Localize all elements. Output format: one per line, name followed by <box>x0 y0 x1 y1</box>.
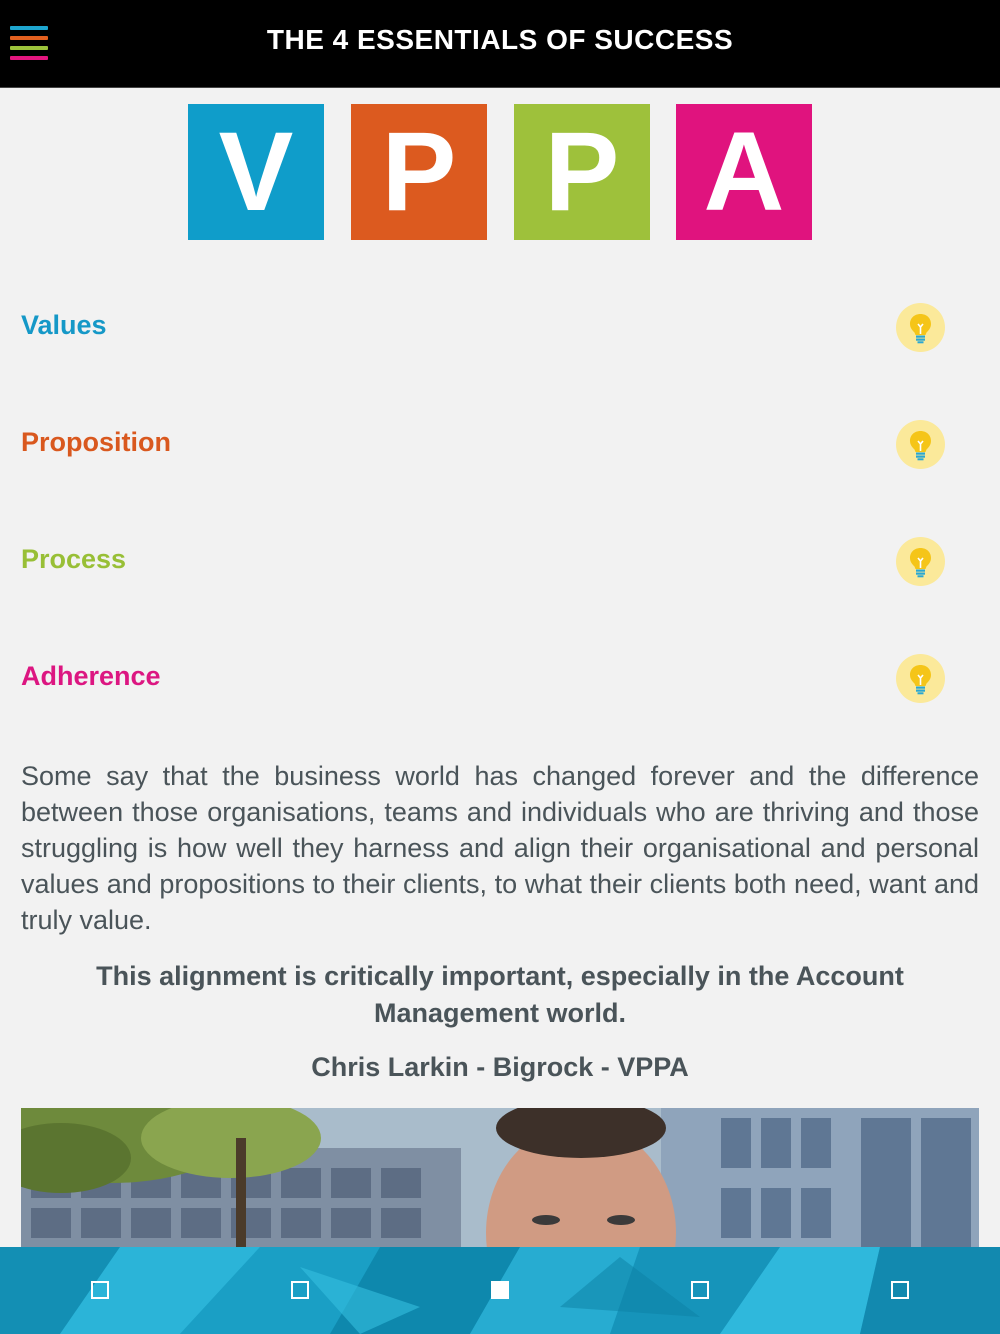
video-thumbnail-image <box>21 1108 979 1248</box>
section-label-proposition: Proposition <box>21 427 171 457</box>
video-player[interactable] <box>21 1108 979 1248</box>
section-label-values: Values <box>21 310 107 340</box>
logo-tile-v: V <box>188 104 324 240</box>
page-indicator-5[interactable] <box>891 1281 909 1299</box>
bottom-navigation-bar <box>0 1247 1000 1334</box>
lightbulb-icon[interactable] <box>896 537 945 586</box>
vppa-logo <box>188 104 812 240</box>
menu-line-pink <box>10 56 48 60</box>
section-label-adherence: Adherence <box>21 661 161 691</box>
section-row-process[interactable] <box>0 532 1000 592</box>
intro-paragraph: Some say that the business world has changed forever and the difference between those organisations, teams and individuals who are thriving and those struggling is how well they harness and align their organisational and personal values and propositions to their clients, to what their clients both need, want and truly value. <box>21 761 979 935</box>
page-indicator-4[interactable] <box>691 1281 709 1299</box>
page-indicator-2[interactable] <box>291 1281 309 1299</box>
page-title: THE 4 ESSENTIALS OF SUCCESS <box>266 24 734 55</box>
logo-tile-p1: P <box>351 104 487 240</box>
section-row-proposition[interactable] <box>0 415 1000 475</box>
logo-tile-a: A <box>676 104 812 240</box>
lightbulb-icon[interactable] <box>896 654 945 703</box>
page-indicator-1[interactable] <box>91 1281 109 1299</box>
section-row-adherence[interactable] <box>0 649 1000 709</box>
logo-tile-p2: P <box>514 104 650 240</box>
emphasis-text: This alignment is critically important, especially in the Account Management world. <box>96 961 904 1028</box>
page-indicator-3[interactable] <box>491 1281 509 1299</box>
lightbulb-icon[interactable] <box>896 420 945 469</box>
section-label-process: Process <box>21 544 127 574</box>
attribution-text: Chris Larkin - Bigrock - VPPA <box>311 1052 689 1082</box>
lightbulb-icon[interactable] <box>896 303 945 352</box>
section-row-values[interactable] <box>0 298 1000 358</box>
app-header <box>0 0 1000 88</box>
